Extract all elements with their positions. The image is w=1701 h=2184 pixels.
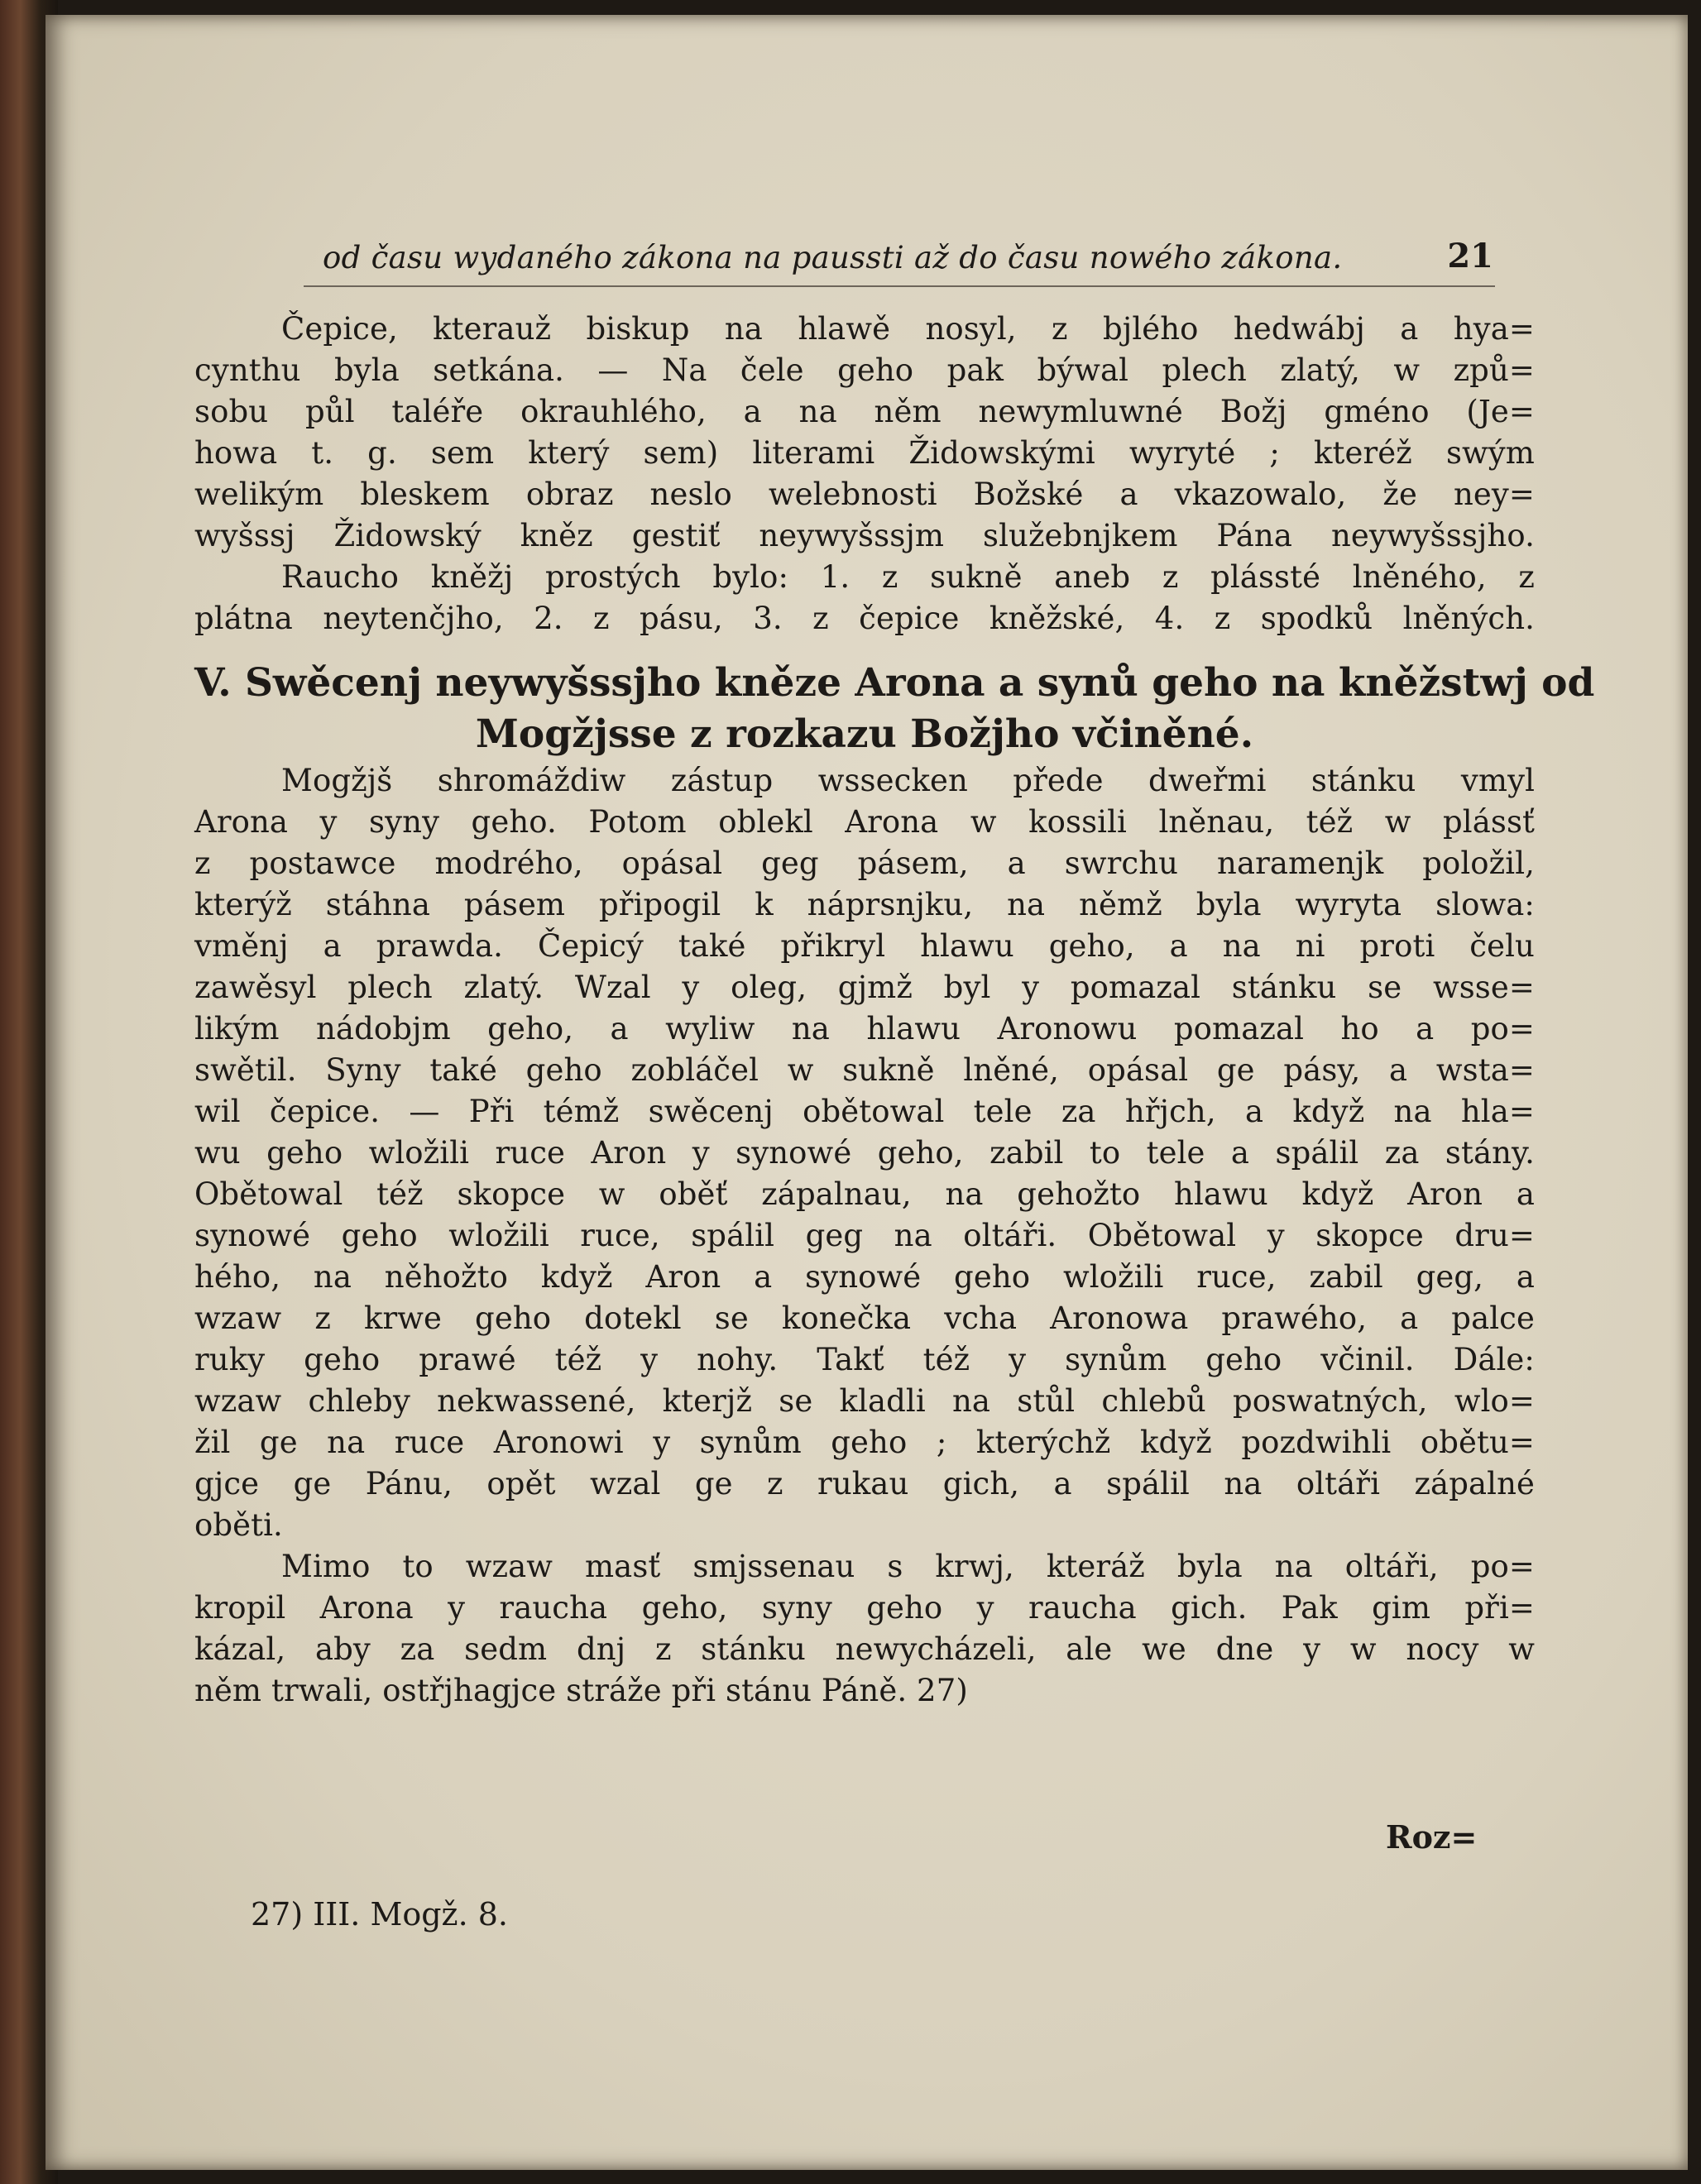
paragraph-vestments <box>194 309 1535 557</box>
text-line: kropil Arona y raucha geho, syny geho y raucha gich. Pak gim při= <box>194 1590 1535 1626</box>
paragraph-priests-garments <box>194 557 1535 639</box>
text-line: likým nádobjm geho, a wyliw na hlawu Aronowu pomazal ho a po= <box>194 1011 1535 1046</box>
text-line: ruky geho prawé též y nohy. Takť též y synům geho včinil. Dále: <box>194 1342 1535 1377</box>
text-line: wyšssj Židowský kněz gestiť neywyšssjm služebnjkem Pána neywyšssjho. <box>194 518 1535 553</box>
text-line: wil čepice. — Při témž swěcenj obětowal tele za hřjch, a když na hla= <box>194 1094 1535 1129</box>
section-heading-line: V. Swěcenj neywyšssjho kněze Arona a synů geho na kněžstwj od <box>194 660 1595 706</box>
section-heading-line: Mogžjsse z rozkazu Božjho včiněné. <box>475 711 1254 757</box>
text-line: Arona y syny geho. Potom oblekl Arona w kossili lněnau, též w plássť <box>194 804 1535 840</box>
section-heading <box>194 658 1595 760</box>
catchword: Roz= <box>1386 1818 1478 1856</box>
paragraph-anointing <box>194 1546 1535 1712</box>
text-line: oběti. <box>194 1507 283 1543</box>
paragraph-consecration <box>194 760 1535 1546</box>
text-line: Čepice, kterauž biskup na hlawě nosyl, z bjlého hedwábj a hya= <box>281 311 1535 347</box>
text-line: vměnj a prawda. Čepicý také přikryl hlawu geho, a na ni proti čelu <box>194 928 1535 964</box>
page-number: 21 <box>1447 237 1493 275</box>
header-rule <box>304 285 1495 287</box>
text-line: hého, na něhožto když Aron a synowé geho wložili ruce, zabil geg, a <box>194 1259 1535 1295</box>
text-line: plátna neytenčjho, 2. z pásu, 3. z čepice kněžské, 4. z spodků lněných. <box>194 601 1535 636</box>
text-line: wu geho wložili ruce Aron y synowé geho, zabil to tele a spálil za stány. <box>194 1135 1535 1171</box>
text-line: swětil. Syny také geho zobláčel w sukně lněné, opásal ge pásy, a wsta= <box>194 1052 1535 1088</box>
text-line: sobu půl taléře okrauhlého, a na něm newymluwné Božj gméno (Je= <box>194 394 1535 429</box>
text-line: Mimo to wzaw masť smjssenau s krwj, kteráž byla na oltáři, po= <box>281 1549 1535 1584</box>
running-header: od času wydaného zákona na paussti až do času nowého zákona. <box>323 240 1343 275</box>
text-line: welikým bleskem obraz neslo welebnosti Božské a vkazowalo, že ney= <box>194 477 1535 512</box>
text-line: cynthu byla setkána. — Na čele geho pak býwal plech zlatý, w způ= <box>194 352 1535 388</box>
text-line: synowé geho wložili ruce, spálil geg na oltáři. Obětowal y skopce dru= <box>194 1218 1535 1253</box>
text-line: Raucho kněžj prostých bylo: 1. z sukně aneb z plássté lněného, z <box>281 559 1535 595</box>
text-line: něm trwali, ostřjhagjce stráže při stánu Páně. 27) <box>194 1673 968 1708</box>
text-line: howa t. g. sem který sem) literami Židowskými wyryté ; kteréž swým <box>194 435 1535 471</box>
footnote: 27) III. Mogž. 8. <box>251 1896 508 1933</box>
text-line: kterýž stáhna pásem připogil k náprsnjku, na němž byla wyryta slowa: <box>194 887 1535 922</box>
main-text <box>194 309 1595 1712</box>
text-line: Obětowal též skopce w oběť zápalnau, na gehožto hlawu když Aron a <box>194 1176 1535 1212</box>
text-line: gjce ge Pánu, opět wzal ge z rukau gich, a spálil na oltáři zápalné <box>194 1466 1535 1502</box>
text-line: wzaw chleby nekwassené, kterjž se kladli na stůl chlebů poswatných, wlo= <box>194 1383 1535 1419</box>
text-line: wzaw z krwe geho dotekl se konečka vcha Aronowa prawého, a palce <box>194 1300 1535 1336</box>
text-line: zawěsyl plech zlatý. Wzal y oleg, gjmž byl y pomazal stánku se wsse= <box>194 970 1535 1005</box>
text-line: žil ge na ruce Aronowi y synům geho ; kterýchž když pozdwihli obětu= <box>194 1425 1535 1460</box>
text-line: kázal, aby za sedm dnj z stánku newycházeli, ale we dne y w nocy w <box>194 1631 1535 1667</box>
text-line: z postawce modrého, opásal geg pásem, a swrchu naramenjk položil, <box>194 845 1535 881</box>
page-paper <box>46 15 1688 2170</box>
text-line: Mogžjš shromáždiw zástup wssecken přede dweřmi stánku vmyl <box>281 763 1535 798</box>
